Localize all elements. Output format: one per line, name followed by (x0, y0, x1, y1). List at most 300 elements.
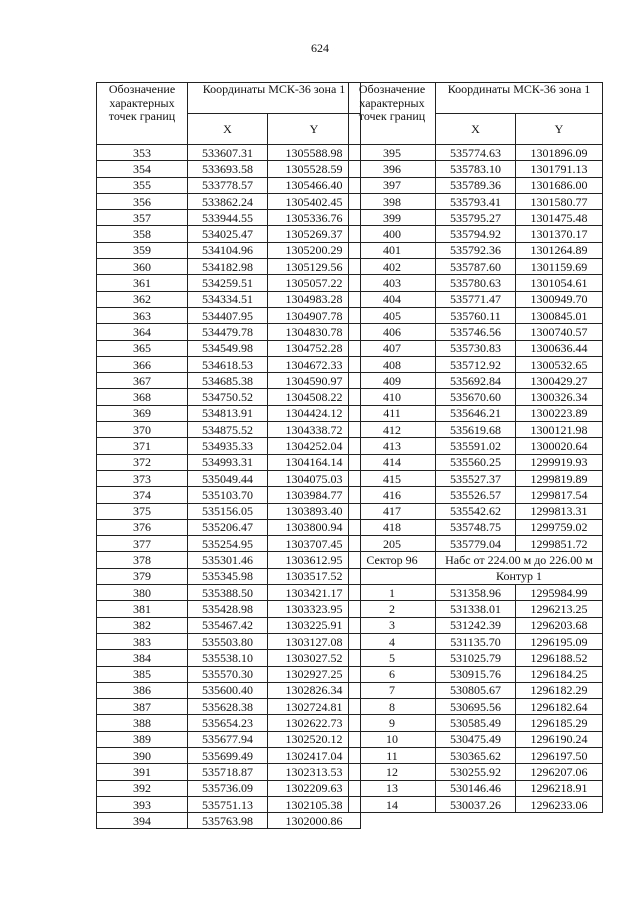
x-header: X (436, 114, 516, 145)
y-coordinate: 1301264.89 (516, 242, 603, 258)
point-number: 11 (349, 747, 436, 763)
x-coordinate: 530255.92 (436, 764, 516, 780)
point-number: 356 (97, 193, 188, 209)
x-coordinate: 535570.30 (188, 666, 268, 682)
table-row (349, 617, 603, 633)
table-row (349, 226, 603, 242)
point-number: 389 (97, 731, 188, 747)
point-number: 404 (349, 291, 436, 307)
y-coordinate: 1295984.99 (516, 585, 603, 601)
point-number: 370 (97, 422, 188, 438)
x-coordinate: 535774.63 (436, 145, 516, 161)
point-number: 402 (349, 259, 436, 275)
table-row (349, 242, 603, 258)
point-number: 411 (349, 405, 436, 421)
table-row (349, 796, 603, 812)
table-row (349, 389, 603, 405)
x-coordinate: 533944.55 (188, 210, 268, 226)
table-row (349, 438, 603, 454)
point-number: 366 (97, 356, 188, 372)
point-number: 9 (349, 715, 436, 731)
point-number: 379 (97, 568, 188, 584)
table-row (349, 585, 603, 601)
point-number: 415 (349, 470, 436, 486)
x-coordinate: 535780.63 (436, 275, 516, 291)
x-coordinate: 534685.38 (188, 373, 268, 389)
point-number: 418 (349, 519, 436, 535)
x-coordinate: 533862.24 (188, 193, 268, 209)
y-coordinate: 1301580.77 (516, 193, 603, 209)
x-coordinate: 533778.57 (188, 177, 268, 193)
x-coordinate: 531338.01 (436, 601, 516, 617)
x-coordinate: 535718.87 (188, 764, 268, 780)
y-coordinate: 1304164.14 (268, 454, 361, 470)
point-number: 371 (97, 438, 188, 454)
table-row (97, 601, 361, 617)
y-coordinate: 1301475.48 (516, 210, 603, 226)
y-coordinate: 1300740.57 (516, 324, 603, 340)
table-row (97, 552, 361, 568)
x-coordinate: 530915.76 (436, 666, 516, 682)
y-coordinate: 1302417.04 (268, 747, 361, 763)
x-coordinate: 535699.49 (188, 747, 268, 763)
point-number: 384 (97, 650, 188, 666)
x-coordinate: 535542.62 (436, 503, 516, 519)
x-coordinate: 535746.56 (436, 324, 516, 340)
point-number: 359 (97, 242, 188, 258)
table-row (349, 291, 603, 307)
x-coordinate: 535467.42 (188, 617, 268, 633)
point-number: 377 (97, 536, 188, 552)
x-coordinate: 535730.83 (436, 340, 516, 356)
table-row (97, 405, 361, 421)
point-number: 405 (349, 307, 436, 323)
x-coordinate: 534407.95 (188, 307, 268, 323)
y-coordinate: 1304907.78 (268, 307, 361, 323)
y-coordinate: 1301159.69 (516, 259, 603, 275)
y-coordinate: 1296185.29 (516, 715, 603, 731)
point-number: 410 (349, 389, 436, 405)
coordinates-table-right (348, 82, 603, 813)
point-number: 362 (97, 291, 188, 307)
y-coordinate: 1300121.98 (516, 422, 603, 438)
x-coordinate: 534750.52 (188, 389, 268, 405)
table-row (349, 193, 603, 209)
y-coordinate: 1302209.63 (268, 780, 361, 796)
point-number: 400 (349, 226, 436, 242)
table-row (349, 715, 603, 731)
sector-note: Набс от 224.00 м до 226.00 м (436, 552, 603, 568)
y-coordinate: 1296233.06 (516, 796, 603, 812)
point-number: 407 (349, 340, 436, 356)
y-coordinate: 1303421.17 (268, 585, 361, 601)
y-coordinate: 1305466.40 (268, 177, 361, 193)
x-header: X (188, 114, 268, 145)
y-coordinate: 1296190.24 (516, 731, 603, 747)
table-row (97, 650, 361, 666)
table-row (97, 633, 361, 649)
table-row (97, 291, 361, 307)
point-number: 398 (349, 193, 436, 209)
y-coordinate: 1302826.34 (268, 682, 361, 698)
table-row (349, 373, 603, 389)
y-coordinate: 1304508.22 (268, 389, 361, 405)
table-row (349, 666, 603, 682)
table-row (349, 177, 603, 193)
point-number: 205 (349, 536, 436, 552)
table-row (97, 356, 361, 372)
x-coordinate: 535787.60 (436, 259, 516, 275)
point-number: 388 (97, 715, 188, 731)
y-coordinate: 1304590.97 (268, 373, 361, 389)
point-number: 416 (349, 487, 436, 503)
point-number: 2 (349, 601, 436, 617)
x-coordinate: 530695.56 (436, 699, 516, 715)
table-row (97, 617, 361, 633)
x-coordinate: 533693.58 (188, 161, 268, 177)
point-number: 5 (349, 650, 436, 666)
point-number: 6 (349, 666, 436, 682)
point-number: 375 (97, 503, 188, 519)
header-row (349, 83, 603, 114)
table-row (97, 731, 361, 747)
point-number: 357 (97, 210, 188, 226)
y-coordinate: 1302313.53 (268, 764, 361, 780)
y-coordinate: 1300223.89 (516, 405, 603, 421)
table-row (349, 764, 603, 780)
y-coordinate: 1300326.34 (516, 389, 603, 405)
y-coordinate: 1299851.72 (516, 536, 603, 552)
point-number: 396 (349, 161, 436, 177)
y-coordinate: 1301054.61 (516, 275, 603, 291)
table-row (97, 503, 361, 519)
table-row (97, 422, 361, 438)
table-row (97, 585, 361, 601)
y-coordinate: 1296184.25 (516, 666, 603, 682)
table-row (97, 666, 361, 682)
point-number: 408 (349, 356, 436, 372)
y-coordinate: 1301791.13 (516, 161, 603, 177)
y-coordinate: 1302622.73 (268, 715, 361, 731)
x-coordinate: 535600.40 (188, 682, 268, 698)
table-row (97, 177, 361, 193)
y-coordinate: 1303707.45 (268, 536, 361, 552)
table-row (97, 715, 361, 731)
point-number: 394 (97, 813, 188, 829)
x-coordinate: 534875.52 (188, 422, 268, 438)
table-row (97, 226, 361, 242)
point-number: 368 (97, 389, 188, 405)
y-coordinate: 1304252.04 (268, 438, 361, 454)
y-coordinate: 1305269.37 (268, 226, 361, 242)
y-header: Y (516, 114, 603, 145)
table-row (349, 307, 603, 323)
x-coordinate: 535103.70 (188, 487, 268, 503)
x-coordinate: 535619.68 (436, 422, 516, 438)
x-coordinate: 535628.38 (188, 699, 268, 715)
table-row (349, 519, 603, 535)
table-row (97, 340, 361, 356)
y-coordinate: 1301896.09 (516, 145, 603, 161)
y-coordinate: 1303984.77 (268, 487, 361, 503)
table-row (349, 454, 603, 470)
point-number: 355 (97, 177, 188, 193)
y-coordinate: 1304424.12 (268, 405, 361, 421)
coordinates-table-left (96, 82, 361, 829)
table-row (349, 324, 603, 340)
point-number: 354 (97, 161, 188, 177)
y-coordinate: 1296188.52 (516, 650, 603, 666)
table-row (349, 340, 603, 356)
table-row (97, 487, 361, 503)
table-row (97, 519, 361, 535)
x-coordinate: 534334.51 (188, 291, 268, 307)
y-header: Y (268, 114, 361, 145)
y-coordinate: 1304338.72 (268, 422, 361, 438)
table-row (97, 454, 361, 470)
table-row (97, 813, 361, 829)
x-coordinate: 535428.98 (188, 601, 268, 617)
point-number: 383 (97, 633, 188, 649)
y-coordinate: 1303225.91 (268, 617, 361, 633)
table-row (97, 438, 361, 454)
x-coordinate: 535692.84 (436, 373, 516, 389)
x-coordinate: 534813.91 (188, 405, 268, 421)
x-coordinate: 530805.67 (436, 682, 516, 698)
x-coordinate: 535049.44 (188, 470, 268, 486)
x-coordinate: 534025.47 (188, 226, 268, 242)
x-coordinate: 535751.13 (188, 796, 268, 812)
table-row (97, 568, 361, 584)
x-coordinate: 535526.57 (436, 487, 516, 503)
y-coordinate: 1303800.94 (268, 519, 361, 535)
x-coordinate: 535779.04 (436, 536, 516, 552)
point-number: 365 (97, 340, 188, 356)
y-coordinate: 1300020.64 (516, 438, 603, 454)
x-coordinate: 531135.70 (436, 633, 516, 649)
x-coordinate: 535793.41 (436, 193, 516, 209)
y-coordinate: 1299813.31 (516, 503, 603, 519)
table-row (97, 699, 361, 715)
contour-blank-cell (349, 568, 436, 584)
y-coordinate: 1300949.70 (516, 291, 603, 307)
point-number: 409 (349, 373, 436, 389)
x-coordinate: 533607.31 (188, 145, 268, 161)
table-row (97, 307, 361, 323)
x-coordinate: 535301.46 (188, 552, 268, 568)
table-row (97, 161, 361, 177)
table-row (349, 275, 603, 291)
table-row (349, 470, 603, 486)
point-number: 412 (349, 422, 436, 438)
x-coordinate: 535538.10 (188, 650, 268, 666)
point-number: 372 (97, 454, 188, 470)
y-coordinate: 1299919.93 (516, 454, 603, 470)
x-coordinate: 535789.36 (436, 177, 516, 193)
point-number: 386 (97, 682, 188, 698)
table-row (349, 633, 603, 649)
table-row (349, 747, 603, 763)
point-number: 7 (349, 682, 436, 698)
x-coordinate: 535795.27 (436, 210, 516, 226)
table-row (349, 601, 603, 617)
y-coordinate: 1303027.52 (268, 650, 361, 666)
x-coordinate: 535792.36 (436, 242, 516, 258)
y-coordinate: 1296182.64 (516, 699, 603, 715)
table-row (97, 275, 361, 291)
x-coordinate: 535763.98 (188, 813, 268, 829)
y-coordinate: 1299759.02 (516, 519, 603, 535)
table-row (349, 731, 603, 747)
x-coordinate: 535527.37 (436, 470, 516, 486)
x-coordinate: 535712.92 (436, 356, 516, 372)
page-number: 624 (311, 41, 329, 55)
x-coordinate: 534182.98 (188, 259, 268, 275)
y-coordinate: 1303517.52 (268, 568, 361, 584)
table-row (349, 503, 603, 519)
sector-name: Сектор 96 (349, 552, 436, 568)
x-coordinate: 535771.47 (436, 291, 516, 307)
table-row (97, 764, 361, 780)
y-coordinate: 1302927.25 (268, 666, 361, 682)
right-table-body-bottom (349, 585, 603, 813)
point-number: 1 (349, 585, 436, 601)
point-number: 399 (349, 210, 436, 226)
x-coordinate: 535388.50 (188, 585, 268, 601)
x-coordinate: 534479.78 (188, 324, 268, 340)
point-number: 401 (349, 242, 436, 258)
y-coordinate: 1296213.25 (516, 601, 603, 617)
table-row (349, 650, 603, 666)
y-coordinate: 1303612.95 (268, 552, 361, 568)
point-number: 373 (97, 470, 188, 486)
point-number: 380 (97, 585, 188, 601)
table-row (349, 161, 603, 177)
sector-section (349, 552, 603, 585)
y-coordinate: 1296218.91 (516, 780, 603, 796)
x-coordinate: 531242.39 (436, 617, 516, 633)
x-coordinate: 535206.47 (188, 519, 268, 535)
table-row (97, 145, 361, 161)
right-table-body-top (349, 145, 603, 552)
point-number: 13 (349, 780, 436, 796)
table-row (97, 470, 361, 486)
header-row (97, 83, 361, 114)
table-row (97, 536, 361, 552)
x-coordinate: 535677.94 (188, 731, 268, 747)
y-coordinate: 1304075.03 (268, 470, 361, 486)
table-row (97, 193, 361, 209)
point-number: 397 (349, 177, 436, 193)
point-number: 392 (97, 780, 188, 796)
point-number: 364 (97, 324, 188, 340)
y-coordinate: 1296195.09 (516, 633, 603, 649)
y-coordinate: 1305402.45 (268, 193, 361, 209)
point-number: 4 (349, 633, 436, 649)
point-number: 378 (97, 552, 188, 568)
contour-label: Контур 1 (436, 568, 603, 584)
x-coordinate: 534549.98 (188, 340, 268, 356)
point-number: 361 (97, 275, 188, 291)
coordinates-header: Координаты МСК-36 зона 1 (188, 83, 361, 114)
table-row (349, 405, 603, 421)
point-number: 387 (97, 699, 188, 715)
x-coordinate: 535783.10 (436, 161, 516, 177)
x-coordinate: 534259.51 (188, 275, 268, 291)
y-coordinate: 1296203.68 (516, 617, 603, 633)
point-number: 367 (97, 373, 188, 389)
table-row (97, 389, 361, 405)
y-coordinate: 1299817.54 (516, 487, 603, 503)
y-coordinate: 1305200.29 (268, 242, 361, 258)
x-coordinate: 535760.11 (436, 307, 516, 323)
x-coordinate: 530475.49 (436, 731, 516, 747)
table-row (349, 422, 603, 438)
point-number: 385 (97, 666, 188, 682)
point-number: 14 (349, 796, 436, 812)
y-coordinate: 1305588.98 (268, 145, 361, 161)
y-coordinate: 1304983.28 (268, 291, 361, 307)
x-coordinate: 535503.80 (188, 633, 268, 649)
y-coordinate: 1305336.76 (268, 210, 361, 226)
x-coordinate: 535736.09 (188, 780, 268, 796)
table-row (97, 324, 361, 340)
y-coordinate: 1302520.12 (268, 731, 361, 747)
point-number: 403 (349, 275, 436, 291)
x-coordinate: 534618.53 (188, 356, 268, 372)
y-coordinate: 1300532.65 (516, 356, 603, 372)
y-coordinate: 1296207.06 (516, 764, 603, 780)
y-coordinate: 1302724.81 (268, 699, 361, 715)
left-table-body (97, 145, 361, 829)
y-coordinate: 1304672.33 (268, 356, 361, 372)
table-row (349, 699, 603, 715)
point-number: 360 (97, 259, 188, 275)
point-number: 10 (349, 731, 436, 747)
point-number: 12 (349, 764, 436, 780)
table-row (349, 536, 603, 552)
y-coordinate: 1302105.38 (268, 796, 361, 812)
y-coordinate: 1305528.59 (268, 161, 361, 177)
x-coordinate: 530037.26 (436, 796, 516, 812)
x-coordinate: 531358.96 (436, 585, 516, 601)
table-row (97, 796, 361, 812)
point-number: 8 (349, 699, 436, 715)
point-number: 413 (349, 438, 436, 454)
point-number: 390 (97, 747, 188, 763)
table-row (349, 210, 603, 226)
table-row (349, 145, 603, 161)
point-number: 417 (349, 503, 436, 519)
table-row (97, 210, 361, 226)
table-row (349, 259, 603, 275)
x-coordinate: 531025.79 (436, 650, 516, 666)
x-coordinate: 534993.31 (188, 454, 268, 470)
y-coordinate: 1305057.22 (268, 275, 361, 291)
y-coordinate: 1304752.28 (268, 340, 361, 356)
point-number: 369 (97, 405, 188, 421)
x-coordinate: 535654.23 (188, 715, 268, 731)
table-row (97, 373, 361, 389)
x-coordinate: 534104.96 (188, 242, 268, 258)
y-coordinate: 1300845.01 (516, 307, 603, 323)
point-number: 3 (349, 617, 436, 633)
table-row (97, 747, 361, 763)
point-number: 382 (97, 617, 188, 633)
point-number: 353 (97, 145, 188, 161)
designation-header: Обозначение характерных точек границ (349, 83, 436, 145)
point-number: 406 (349, 324, 436, 340)
